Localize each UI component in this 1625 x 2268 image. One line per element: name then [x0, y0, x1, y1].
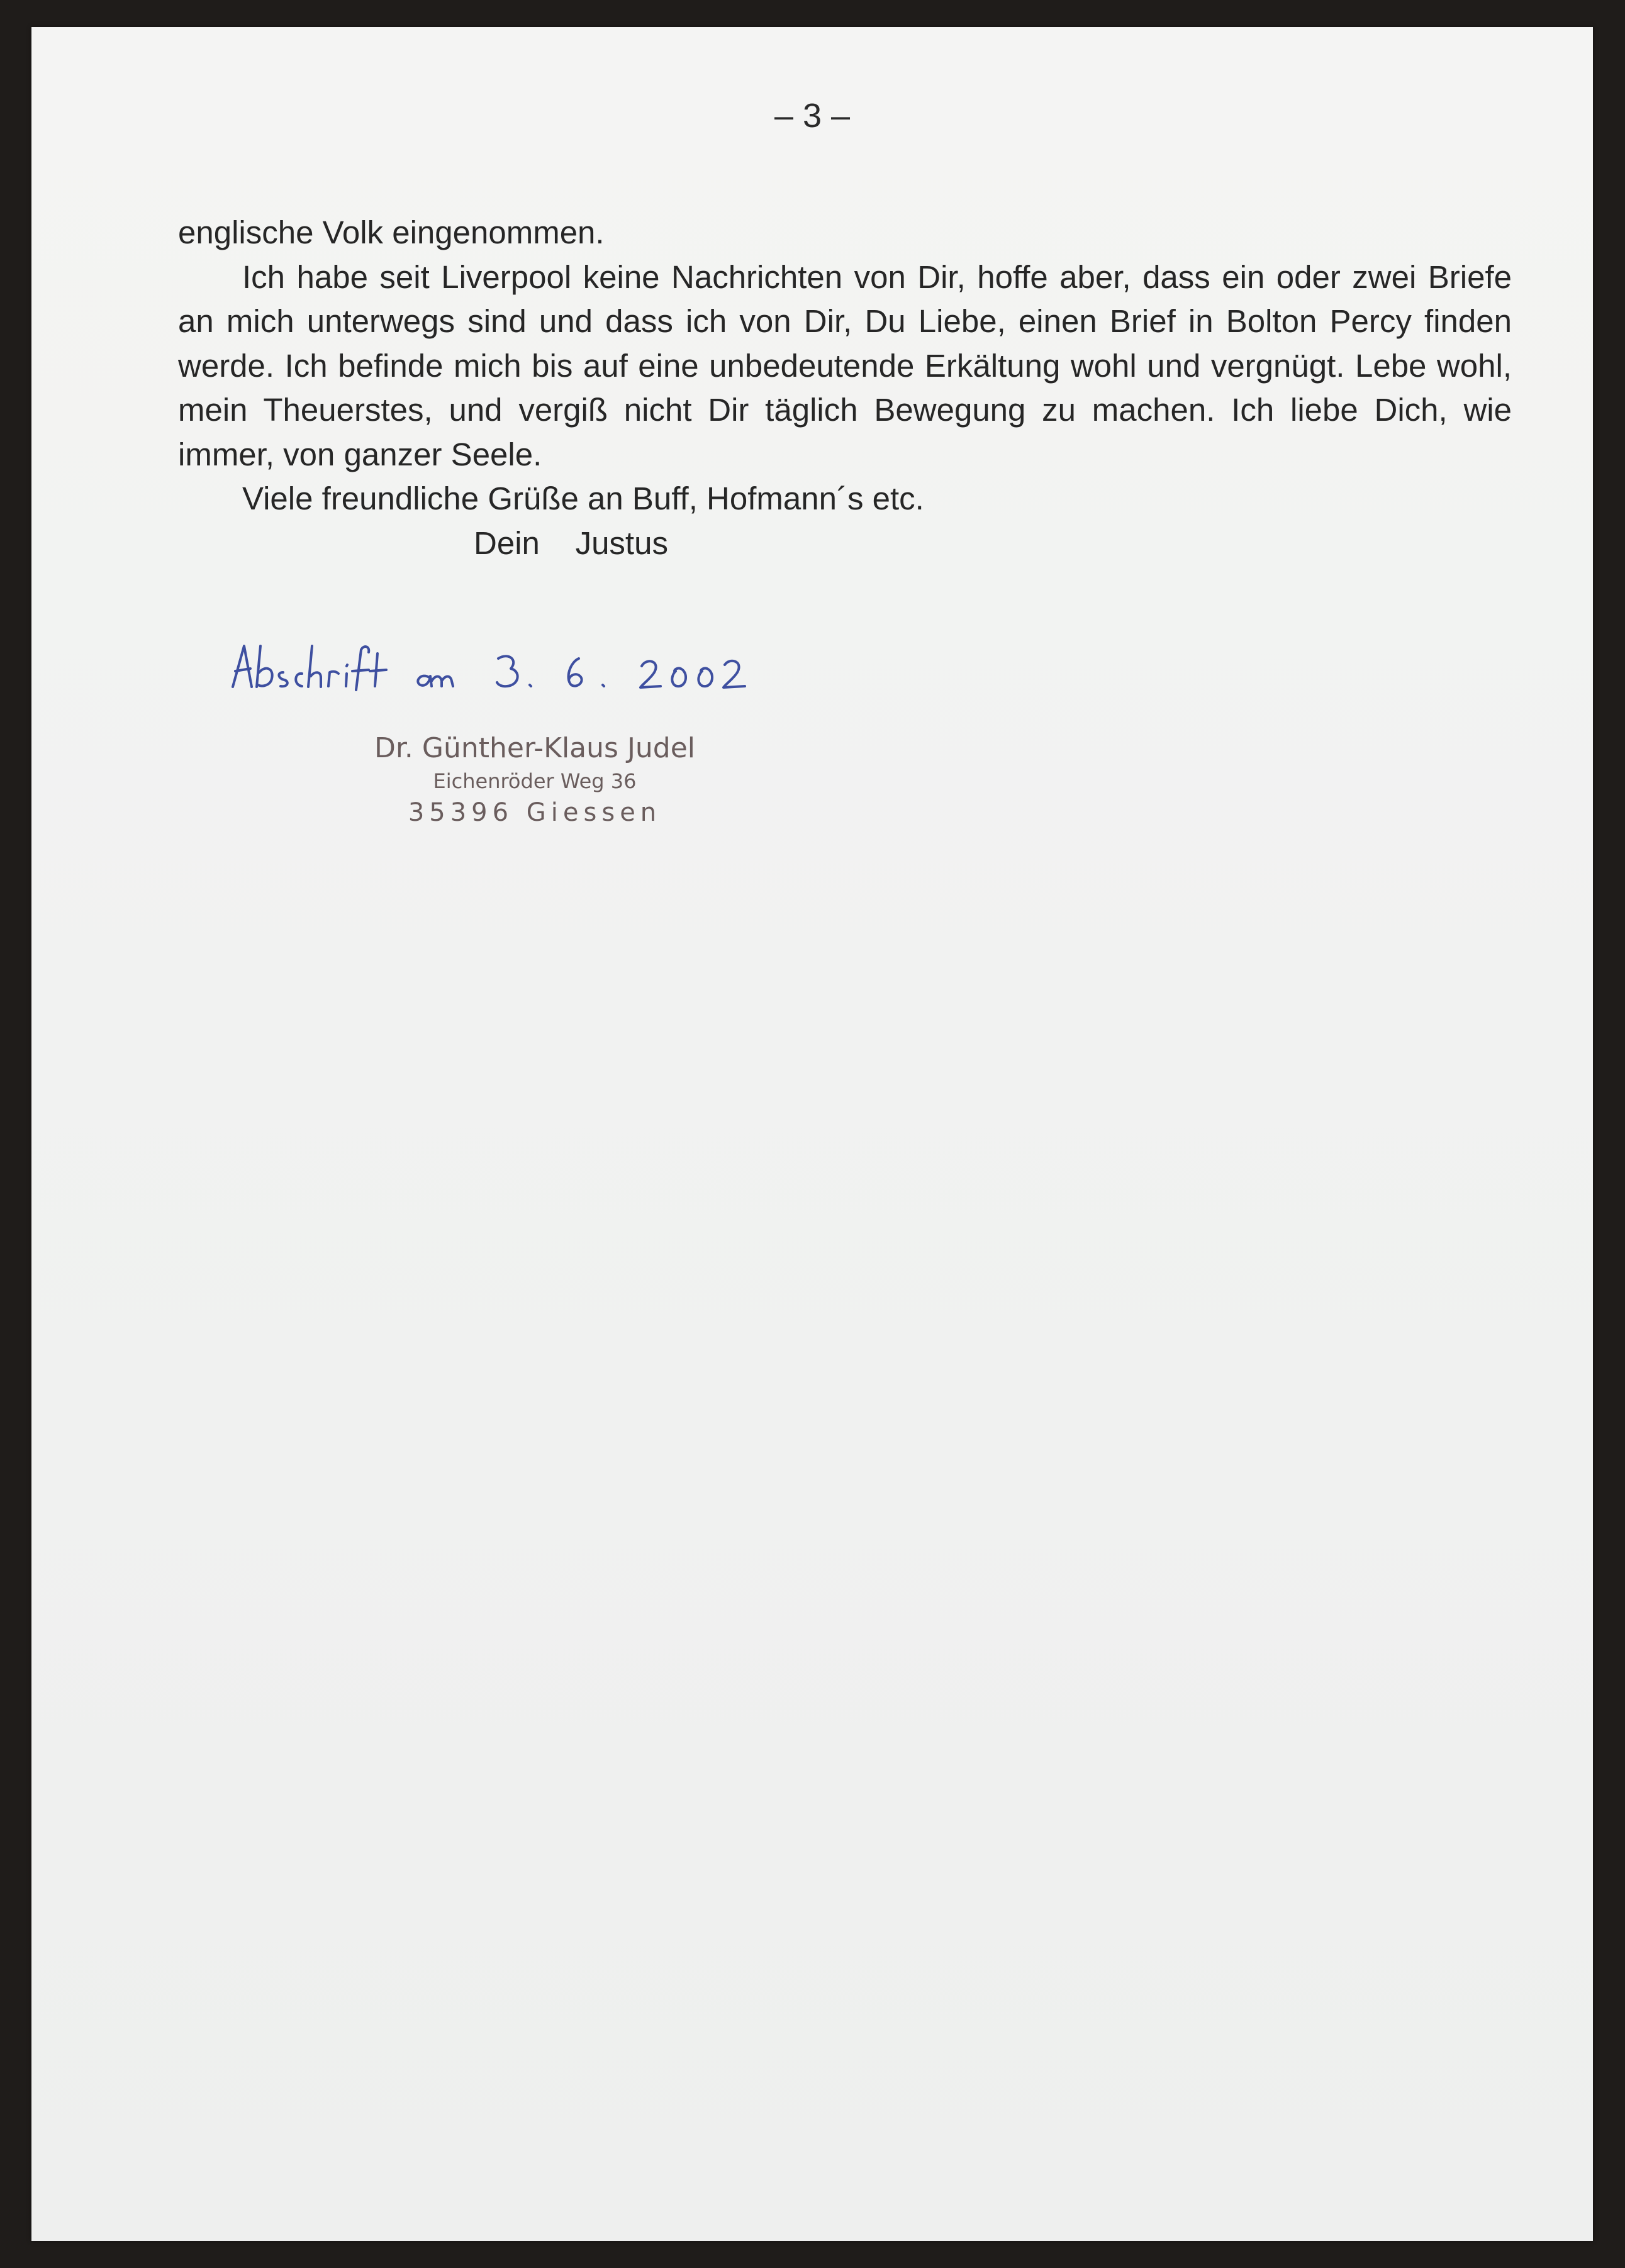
page-number: – 3 –: [774, 97, 851, 135]
handwritten-note: [226, 627, 856, 715]
stamp-name: Dr. Günther-Klaus Judel: [374, 732, 696, 764]
letter-paragraph-3: Viele freundliche Grüße an Buff, Hofmann´s etc.: [242, 481, 924, 516]
letter-body: [178, 211, 1512, 565]
stamp-street: Eichenröder Weg 36: [433, 769, 637, 793]
handwritten-note-drawing: [226, 627, 856, 715]
letter-closing: Dein Justus: [474, 525, 668, 561]
paper-sheet: [31, 27, 1593, 2241]
letter-paragraph-2: Ich habe seit Liverpool keine Nachrichten von Dir, hoffe aber, dass ein oder zwei Briefe an mich unterwegs sind und dass ich von Dir, Du Liebe, einen Brief in Bolton Percy finden werde. Ich befinde mich bis auf eine unbedeutende Erkältung wohl und vergnügt. Lebe wohl, mein Theuerstes, und vergiß nicht Dir täglich Bewegung zu machen. Ich liebe Dich, wie immer, von ganzer Seele.: [178, 258, 1512, 472]
stamp-city: 35396 Giessen: [408, 798, 662, 827]
letter-paragraph-1: englische Volk eingenommen.: [178, 214, 605, 250]
address-stamp: [296, 730, 774, 830]
